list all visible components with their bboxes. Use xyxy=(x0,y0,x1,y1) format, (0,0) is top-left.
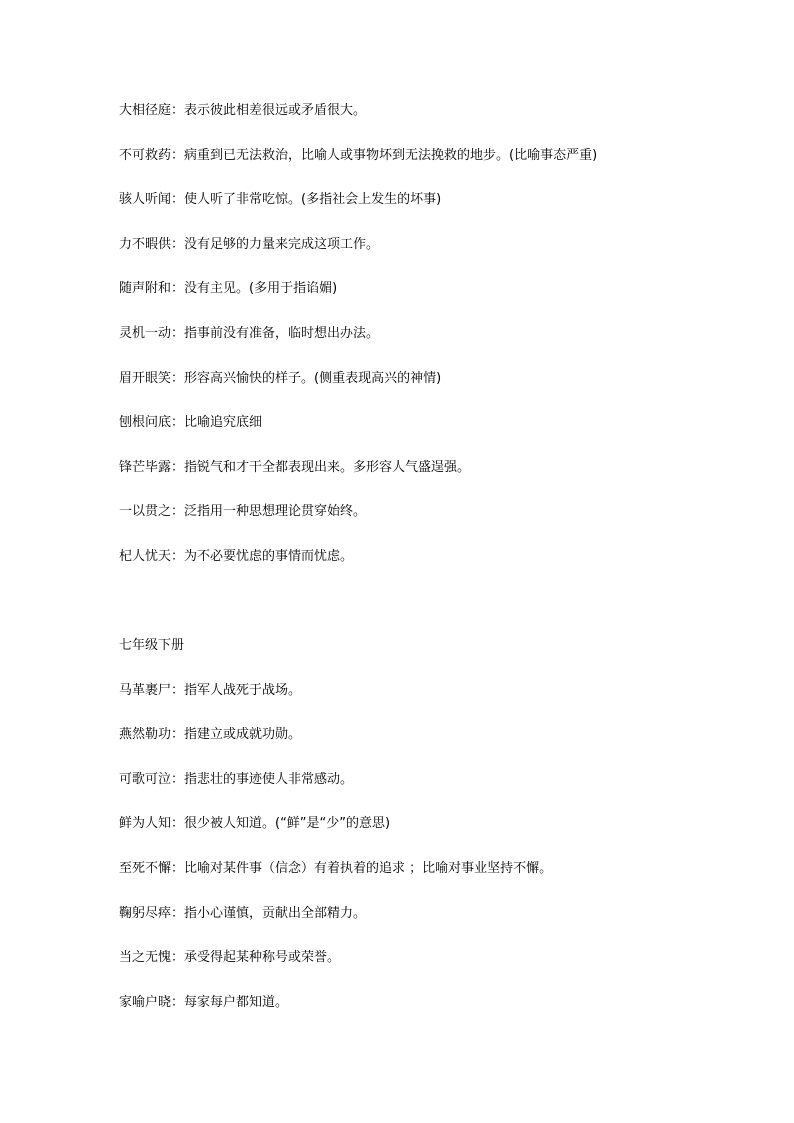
idiom-entry: 至死不懈：比喻对某件事（信念）有着执着的追求 ；比喻对事业坚持不懈。 xyxy=(119,860,553,876)
idiom-entry: 杞人忧天：为不必要忧虑的事情而忧虑。 xyxy=(119,548,354,564)
idiom-entry: 眉开眼笑：形容高兴愉快的样子。(侧重表现高兴的神情) xyxy=(119,370,442,386)
idiom-entry: 燕然勒功：指建立或成就功勋。 xyxy=(119,727,302,743)
idiom-entry: 马革裹尸：指军人战死于战场。 xyxy=(119,682,302,698)
idiom-entry: 家喻户晓：每家每户都知道。 xyxy=(119,994,289,1010)
grade7-volume2-section xyxy=(119,636,719,1037)
idiom-entry: 当之无愧：承受得起某种称号或荣誉。 xyxy=(119,950,341,966)
idiom-entry: 锋芒毕露：指锐气和才干全都表现出来。多形容人气盛逞强。 xyxy=(119,459,471,475)
idiom-entry: 鞠躬尽瘁：指小心谨慎，贡献出全部精力。 xyxy=(119,905,367,921)
idiom-entry: 大相径庭：表示彼此相差很远或矛盾很大。 xyxy=(119,103,367,118)
idiom-entry: 力不暇供：没有足够的力量来完成这项工作。 xyxy=(119,236,380,252)
idiom-entry: 随声附和：没有主见。(多用于指谄媚) xyxy=(119,281,338,297)
idiom-entry: 鲜为人知：很少被人知道。(“鲜”是“少”的意思) xyxy=(119,816,391,832)
idiom-entry: 骇人听闻：使人听了非常吃惊。(多指社会上发生的坏事) xyxy=(119,192,442,208)
idiom-entry: 不可救药：病重到已无法救治，比喻人或事物坏到无法挽救的地步。(比喻事态严重) xyxy=(119,147,598,163)
idiom-entry: 刨根问底：比喻追究底细 xyxy=(119,415,263,431)
idiom-entry: 灵机一动：指事前没有准备，临时想出办法。 xyxy=(119,325,380,341)
idiom-entry: 可歌可泣：指悲壮的事迹使人非常感动。 xyxy=(119,771,354,787)
idiom-list-section xyxy=(119,101,719,592)
idiom-entry: 一以贯之：泛指用一种思想理论贯穿始终。 xyxy=(119,504,367,520)
section-heading: 七年级下册 xyxy=(119,638,185,653)
